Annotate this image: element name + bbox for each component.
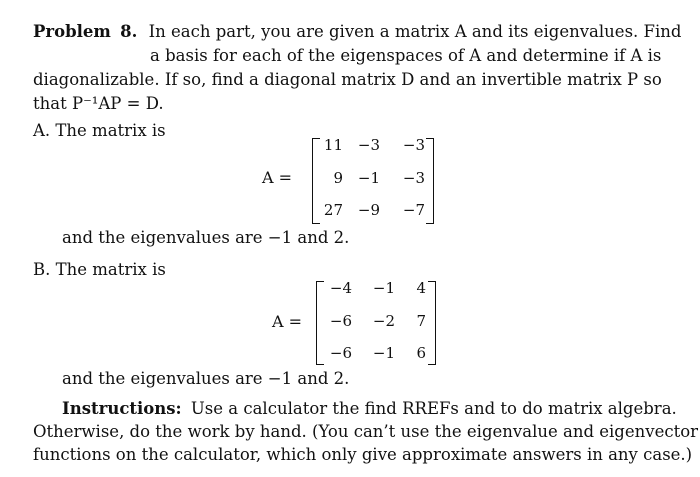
part-a-lhs: A =	[262, 168, 293, 187]
partA-matrix-cell-r2-c2: −1	[357, 169, 380, 187]
partB-matrix-cell-r1-c2: −1	[372, 279, 395, 297]
partB-matrix-cell-r3-c2: −1	[372, 344, 395, 362]
part-b-heading: B. The matrix is	[33, 260, 166, 279]
problem-label: Problem	[33, 22, 111, 41]
partB-matrix-cell-r3-c1: −6	[329, 344, 352, 362]
partA-matrix-cell-r2-c1: 9	[333, 169, 343, 187]
instructions-line2: Otherwise, do the work by hand. (You can’t use the eigenvalue and eigenvector	[33, 422, 699, 441]
partB-matrix-cell-r2-c3: 7	[416, 312, 426, 330]
partA-matrix-cell-r3-c1: 27	[323, 201, 343, 219]
problem-text-line1: In each part, you are given a matrix A and its eigenvalues. Find	[148, 22, 682, 41]
partB-matrix-cell-r2-c2: −2	[372, 312, 395, 330]
problem-text-line4: that P⁻¹AP = D.	[33, 94, 164, 113]
partA-matrix-cell-r1-c2: −3	[357, 136, 380, 154]
problem-header-line	[33, 22, 681, 42]
problem-text-line2: a basis for each of the eigenspaces of A and determine if A is	[150, 46, 662, 65]
partB-matrix-cell-r1-c3: 4	[416, 279, 426, 297]
instructions-line1	[62, 399, 677, 419]
partB-matrix-cell-r1-c1: −4	[329, 279, 352, 297]
part-a-heading: A. The matrix is	[33, 121, 166, 140]
part-b-right-bracket	[428, 281, 436, 365]
problem-text-line3: diagonalizable. If so, find a diagonal matrix D and an invertible matrix P so	[33, 70, 662, 89]
partB-matrix-cell-r2-c1: −6	[329, 312, 352, 330]
partA-matrix-cell-r1-c3: −3	[402, 136, 425, 154]
instructions-line3: functions on the calculator, which only give approximate answers in any case.)	[33, 445, 693, 464]
instructions-text-line1: Use a calculator the find RREFs and to do matrix algebra.	[190, 399, 677, 418]
partA-matrix-cell-r3-c3: −7	[402, 201, 425, 219]
partA-matrix-cell-r3-c2: −9	[357, 201, 380, 219]
part-b-eigenvalues: and the eigenvalues are −1 and 2.	[62, 369, 350, 388]
problem-number: 8.	[120, 22, 138, 41]
partB-matrix-cell-r3-c3: 6	[416, 344, 426, 362]
partA-matrix-cell-r1-c1: 11	[323, 136, 343, 154]
partA-matrix-cell-r2-c3: −3	[402, 169, 425, 187]
part-b-lhs: A =	[272, 312, 303, 331]
part-a-eigenvalues: and the eigenvalues are −1 and 2.	[62, 228, 350, 247]
part-a-right-bracket	[426, 138, 434, 224]
instructions-label: Instructions:	[62, 399, 182, 418]
